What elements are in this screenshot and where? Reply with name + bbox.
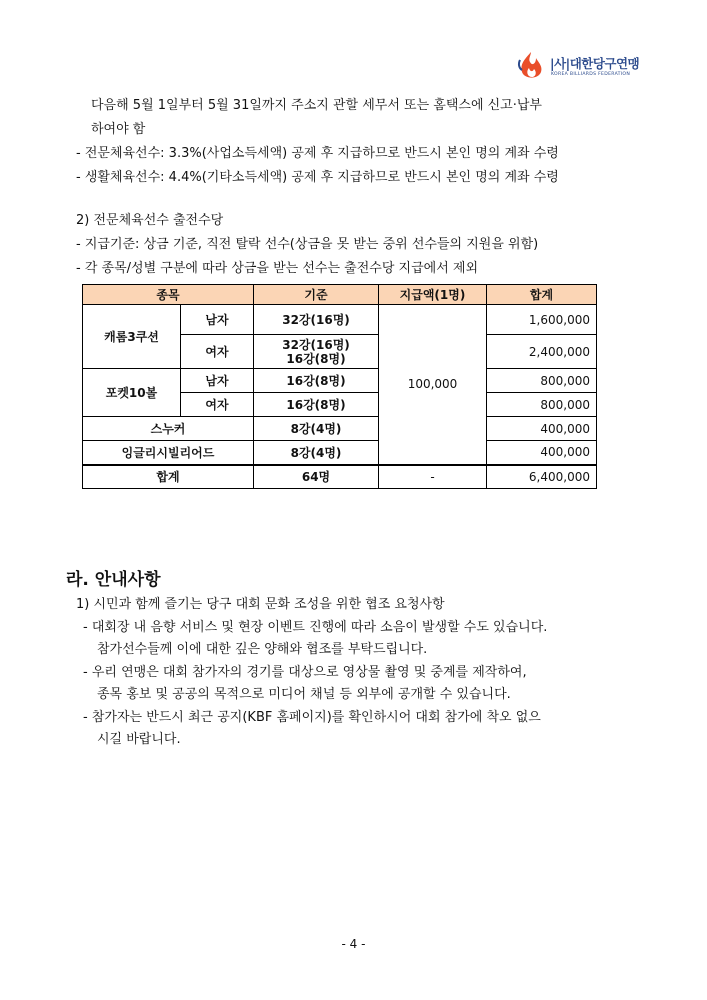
text-line: - 전문체육선수: 3.3%(사업소득세액) 공제 후 지급하므로 반드시 본인 명의 계좌 수령 [76, 146, 559, 161]
gender-cell: 여자 [181, 393, 254, 417]
text-line: 참가선수들께 이에 대한 깊은 양해와 협조를 부탁드립니다. [97, 642, 428, 657]
sum-total-cell: 6,400,000 [487, 465, 597, 489]
text-line: - 각 종목/성별 구분에 따라 상금을 받는 선수는 출전수당 지급에서 제외 [76, 261, 479, 276]
text-line: - 우리 연맹은 대회 참가자의 경기를 대상으로 영상물 촬영 및 중계를 제작하여, [83, 665, 527, 680]
text-line: 다음해 5월 1일부터 5월 31일까지 주소지 관할 세무서 또는 홈택스에 신고·납부 [91, 98, 542, 113]
basis-cell: 16강(8명) [254, 369, 379, 393]
total-cell: 400,000 [487, 441, 597, 465]
sum-amount-cell: - [379, 465, 487, 489]
flame-logo-icon [516, 50, 546, 82]
basis-line: 32강(16명) [282, 337, 350, 352]
table-header-row [83, 285, 597, 305]
gender-cell: 남자 [181, 369, 254, 393]
table-row [83, 441, 597, 465]
text-line: 시길 바랍니다. [97, 732, 181, 747]
total-cell: 800,000 [487, 393, 597, 417]
text-line: - 참가자는 반드시 최근 공지(KBF 홈페이지)를 확인하시어 대회 참가에 착오 없으 [83, 710, 541, 725]
basis-cell: 8강(4명) [254, 441, 379, 465]
sum-label-cell: 합계 [83, 465, 254, 489]
table-header: 합계 [487, 285, 597, 305]
subsection-title: 2) 전문체육선수 출전수당 [76, 213, 224, 228]
total-cell: 800,000 [487, 369, 597, 393]
gender-cell: 남자 [181, 305, 254, 335]
text-line: - 지급기준: 상금 기준, 직전 탈락 선수(상금을 못 받는 중위 선수들의 지원을 위함) [76, 237, 539, 252]
page-number: - 4 - [341, 937, 366, 951]
logo-subtext: KOREA BILLIARDS FEDERATION [551, 72, 631, 77]
allowance-table [82, 284, 597, 489]
basis-cell [254, 335, 379, 369]
amount-cell: 100,000 [379, 305, 487, 465]
table-row [83, 305, 597, 335]
event-cell: 스누커 [83, 417, 254, 441]
table-row [83, 369, 597, 393]
federation-logo [516, 50, 646, 84]
basis-cell: 8강(4명) [254, 417, 379, 441]
event-cell: 잉글리시빌리어드 [83, 441, 254, 465]
table-header: 기준 [254, 285, 379, 305]
text-line: - 생활체육선수: 4.4%(기타소득세액) 공제 후 지급하므로 반드시 본인 명의 계좌 수령 [76, 170, 559, 185]
text-line: - 대회장 내 음향 서비스 및 현장 이벤트 진행에 따라 소음이 발생할 수도 있습니다. [83, 620, 548, 635]
gender-cell: 여자 [181, 335, 254, 369]
table-sum-row [83, 465, 597, 489]
total-cell: 2,400,000 [487, 335, 597, 369]
basis-line: 16강(8명) [286, 351, 346, 366]
text-line: 1) 시민과 함께 즐기는 당구 대회 문화 조성을 위한 협조 요청사항 [76, 597, 445, 612]
text-line: 종목 홍보 및 공공의 목적으로 미디어 채널 등 외부에 공개할 수 있습니다. [97, 687, 511, 702]
table-header: 종목 [83, 285, 254, 305]
text-line: 하여야 함 [91, 122, 146, 137]
table-header: 지급액(1명) [379, 285, 487, 305]
event-cell: 포켓10볼 [83, 369, 181, 417]
section-title: 라. 안내사항 [66, 570, 161, 590]
table-row [83, 417, 597, 441]
event-cell: 캐롬3쿠션 [83, 305, 181, 369]
basis-cell: 16강(8명) [254, 393, 379, 417]
total-cell: 1,600,000 [487, 305, 597, 335]
total-cell: 400,000 [487, 417, 597, 441]
sum-basis-cell: 64명 [254, 465, 379, 489]
basis-cell: 32강(16명) [254, 305, 379, 335]
logo-text: |사|대한당구연맹 [550, 56, 640, 71]
